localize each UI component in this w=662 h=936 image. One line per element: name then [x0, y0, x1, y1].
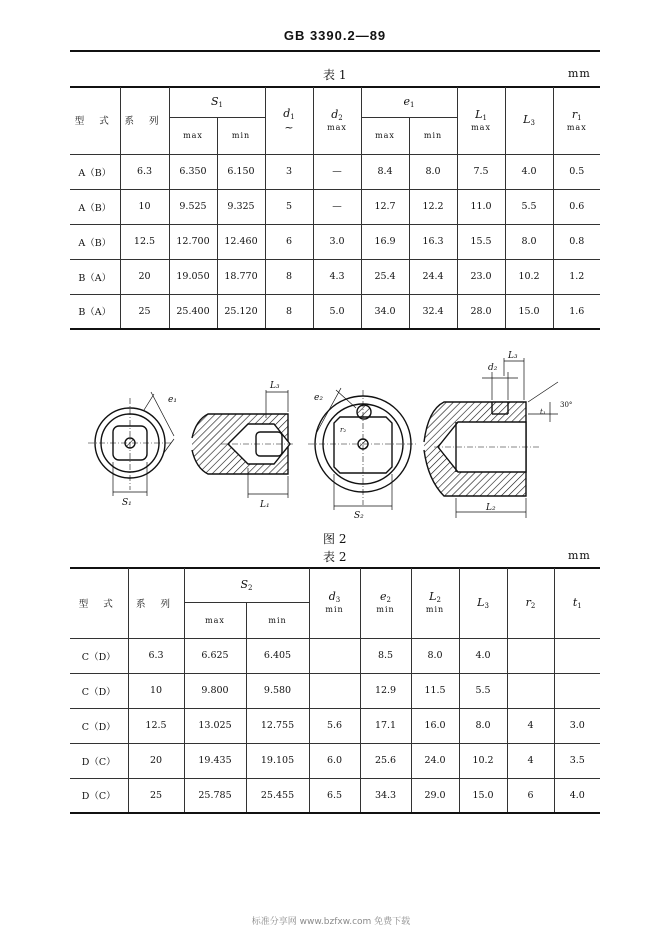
table2-cell: 3.0: [554, 708, 600, 743]
figure-technical-drawing: [88, 350, 588, 520]
table1-cell: 12.700: [169, 224, 217, 259]
table2-cell: [554, 638, 600, 673]
table2-cell: 25.455: [246, 778, 309, 813]
table1-cell: 10: [120, 189, 169, 224]
table1-cell: 0.6: [553, 189, 600, 224]
table2-cell: C（D）: [70, 708, 128, 743]
table2-cell: 6.5: [309, 778, 360, 813]
table2-cell: 5.5: [459, 673, 507, 708]
table1-cell: 5.0: [313, 294, 361, 329]
table1-header-r1: $r_1$ max: [553, 87, 600, 154]
table1-cell: 1.6: [553, 294, 600, 329]
table2: [70, 568, 600, 814]
table1-row: [70, 294, 600, 329]
table1-cell: 18.770: [217, 259, 265, 294]
table1-cell: 10.2: [505, 259, 553, 294]
table1-cell: 34.0: [361, 294, 409, 329]
label-t1: t₁: [540, 408, 546, 416]
table1-caption: 表 1: [323, 68, 347, 82]
table2-cell: 8.0: [459, 708, 507, 743]
table2-cell: 4.0: [459, 638, 507, 673]
table2-row: [70, 743, 600, 778]
table2-cell: 10.2: [459, 743, 507, 778]
table2-caption: 表 2: [323, 550, 347, 564]
table1-cell: 0.8: [553, 224, 600, 259]
table2-cell: 10: [128, 673, 184, 708]
table2-cell: 9.580: [246, 673, 309, 708]
table2-cell: C（D）: [70, 673, 128, 708]
table1-cell: 6: [265, 224, 313, 259]
table2-cell: [309, 638, 360, 673]
table2-header-r2: $r_2$: [507, 568, 554, 638]
table1-header-type: 型 式: [70, 87, 120, 154]
table2-cell: 8.0: [411, 638, 459, 673]
table2-cell: 4.0: [554, 778, 600, 813]
end-view-2: [308, 388, 418, 510]
table1-header-e1-max: max: [361, 117, 409, 154]
label-r2: r₂: [340, 426, 347, 434]
header-rule: [70, 50, 600, 52]
table2-cell: D（C）: [70, 743, 128, 778]
table2-cell: 9.800: [184, 673, 246, 708]
table1-cell: 3: [265, 154, 313, 189]
table1-cell: 5: [265, 189, 313, 224]
table1-cell: 25.120: [217, 294, 265, 329]
table1-unit: mm: [568, 67, 591, 80]
table2-cell: 12.5: [128, 708, 184, 743]
table1-header-d1: $d_1$ ~: [265, 87, 313, 154]
table2-cell: 17.1: [360, 708, 411, 743]
label-l3-a: L₃: [270, 381, 280, 391]
table1-cell: 12.460: [217, 224, 265, 259]
table2-cell: 11.5: [411, 673, 459, 708]
table1-cell: 12.2: [409, 189, 457, 224]
table2-cell: 16.0: [411, 708, 459, 743]
table1-header-s1: $S_1$: [169, 87, 265, 117]
table2-cell: 19.105: [246, 743, 309, 778]
table1-cell: 32.4: [409, 294, 457, 329]
table2-cell: 6.0: [309, 743, 360, 778]
table1-cell: 9.525: [169, 189, 217, 224]
table1-cell: 8.0: [505, 224, 553, 259]
table2-cell: 24.0: [411, 743, 459, 778]
table1-cell: B（A）: [70, 259, 120, 294]
table2-unit: mm: [568, 549, 591, 562]
table1-cell: 19.050: [169, 259, 217, 294]
table1-header-row-1: [70, 87, 600, 117]
end-view-1: [88, 392, 174, 496]
table1-cell: —: [313, 189, 361, 224]
table2-cell: [554, 673, 600, 708]
table1-cell: 12.5: [120, 224, 169, 259]
table2-cell: 12.755: [246, 708, 309, 743]
table1-header-e1-min: min: [409, 117, 457, 154]
label-d2: d₂: [488, 363, 498, 373]
label-l1: L₁: [260, 500, 270, 510]
table1-cell: A（B）: [70, 224, 120, 259]
table2-header-t1: $t_1$: [554, 568, 600, 638]
table2-cell: 8.5: [360, 638, 411, 673]
table1-cell: 4.3: [313, 259, 361, 294]
table1-row: [70, 189, 600, 224]
table1-cell: 16.3: [409, 224, 457, 259]
table2-cell: 4: [507, 743, 554, 778]
table1-cell: 8.0: [409, 154, 457, 189]
table1-header-s1-max: max: [169, 117, 217, 154]
table1-cell: 12.7: [361, 189, 409, 224]
table1-cell: 8: [265, 259, 313, 294]
table2-cell: 6.405: [246, 638, 309, 673]
table2-cell: 12.9: [360, 673, 411, 708]
table2-header-l3: $L_3$: [459, 568, 507, 638]
table2-cell: [309, 673, 360, 708]
label-e2: e₂: [314, 393, 323, 403]
table1-cell: 25.400: [169, 294, 217, 329]
table1-cell: A（B）: [70, 189, 120, 224]
label-s2: S₂: [354, 511, 364, 520]
table1-cell: B（A）: [70, 294, 120, 329]
table1-cell: 9.325: [217, 189, 265, 224]
table1-row: [70, 224, 600, 259]
table2-cell: 25.6: [360, 743, 411, 778]
table2-header-series: 系 列: [128, 568, 184, 638]
table2-cell: 4: [507, 708, 554, 743]
table2-header-type: 型 式: [70, 568, 128, 638]
table1-cell: 5.5: [505, 189, 553, 224]
table2-header-s2: $S_2$: [184, 568, 309, 602]
table2-cell: 34.3: [360, 778, 411, 813]
table2-cell: 5.6: [309, 708, 360, 743]
table2-header-d3: $d_3$ min: [309, 568, 360, 638]
table1-cell: 6.350: [169, 154, 217, 189]
table2-row: [70, 673, 600, 708]
table2-header-s2-max: max: [184, 602, 246, 638]
figure-caption: 图 2: [323, 532, 347, 546]
table2-cell: 25.785: [184, 778, 246, 813]
table2-cell: 6.3: [128, 638, 184, 673]
table2-cell: 6: [507, 778, 554, 813]
table1-header-l1: $L_1$ max: [457, 87, 505, 154]
table1-cell: 8.4: [361, 154, 409, 189]
table2-cell: 13.025: [184, 708, 246, 743]
table1-cell: 3.0: [313, 224, 361, 259]
table2-header-row-1: [70, 568, 600, 602]
table1-cell: A（B）: [70, 154, 120, 189]
table2-cell: 25: [128, 778, 184, 813]
table1-cell: 24.4: [409, 259, 457, 294]
table1-cell: 20: [120, 259, 169, 294]
table2-row: [70, 778, 600, 813]
table1-cell: 6.150: [217, 154, 265, 189]
table1-cell: 23.0: [457, 259, 505, 294]
table1-header-l3: $L_3$: [505, 87, 553, 154]
standard-number-header: GB 3390.2—89: [283, 28, 387, 43]
table1-cell: 11.0: [457, 189, 505, 224]
table1-row: [70, 154, 600, 189]
table2-cell: 3.5: [554, 743, 600, 778]
table1-cell: 28.0: [457, 294, 505, 329]
table2-cell: 15.0: [459, 778, 507, 813]
table2-cell: 6.625: [184, 638, 246, 673]
table2-cell: [507, 638, 554, 673]
table2-header-l2: $L_2$ min: [411, 568, 459, 638]
section-view-1: [192, 390, 293, 498]
table1-row: [70, 259, 600, 294]
table2-cell: 19.435: [184, 743, 246, 778]
table1-cell: 15.5: [457, 224, 505, 259]
table1-cell: 8: [265, 294, 313, 329]
label-l2: L₂: [486, 503, 496, 513]
table1: [70, 87, 600, 330]
section-view-2: [424, 358, 558, 518]
table1-cell: 4.0: [505, 154, 553, 189]
table1-cell: 7.5: [457, 154, 505, 189]
table1-cell: 16.9: [361, 224, 409, 259]
table1-cell: 0.5: [553, 154, 600, 189]
table1-cell: 15.0: [505, 294, 553, 329]
label-angle: 30°: [560, 401, 573, 409]
table2-cell: C（D）: [70, 638, 128, 673]
table2-row: [70, 708, 600, 743]
table1-cell: 25.4: [361, 259, 409, 294]
table2-row: [70, 638, 600, 673]
footer-watermark: 标准分享网 www.bzfxw.com 免费下载: [251, 917, 411, 927]
label-s1: S₁: [122, 498, 132, 508]
table1-header-s1-min: min: [217, 117, 265, 154]
label-e1: e₁: [168, 395, 177, 405]
table2-header-s2-min: min: [246, 602, 309, 638]
table1-cell: 25: [120, 294, 169, 329]
table1-header-e1: $e_1$: [361, 87, 457, 117]
table2-cell: [507, 673, 554, 708]
table2-cell: 29.0: [411, 778, 459, 813]
table2-cell: 20: [128, 743, 184, 778]
table1-header-d2: $d_2$ max: [313, 87, 361, 154]
table2-header-e2: $e_2$ min: [360, 568, 411, 638]
label-l3-b: L₃: [508, 351, 518, 361]
table1-cell: 1.2: [553, 259, 600, 294]
table1-header-series: 系 列: [120, 87, 169, 154]
table1-cell: —: [313, 154, 361, 189]
table1-cell: 6.3: [120, 154, 169, 189]
table2-cell: D（C）: [70, 778, 128, 813]
